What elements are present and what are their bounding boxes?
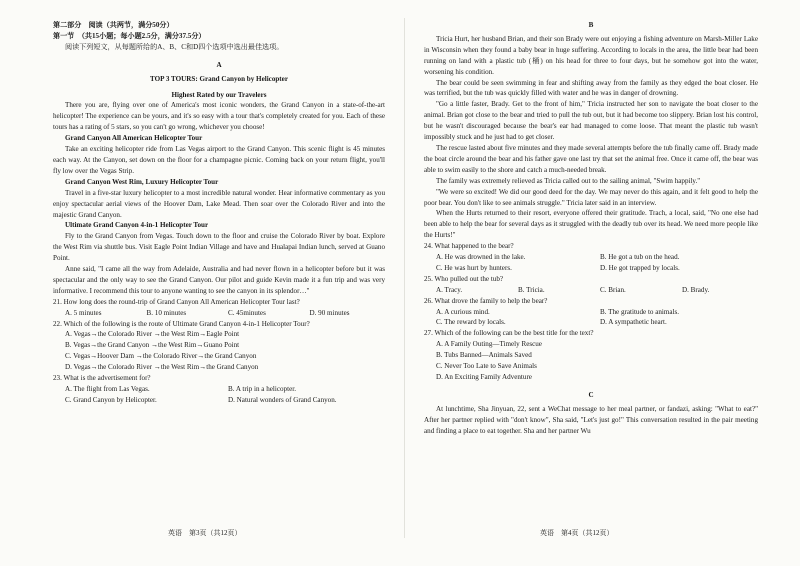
option: A. 5 minutes (65, 308, 102, 317)
option: C. 45minutes (228, 308, 266, 317)
question-27-options (424, 339, 758, 383)
option: A. A curious mind. (436, 307, 490, 316)
question-25-options (424, 285, 758, 296)
tour1-text: Take an exciting helicopter ride from Las Vegas airport to the Grand Canyon. This scenic flight is 45 minutes each way. At the Canyon, set down on the floor for a champagne picnic. Coming back on your return flight, you'll fly low over the Vegas Strip. (53, 145, 385, 175)
passage-letter-b: B (588, 21, 594, 29)
option: B. Tricia. (518, 285, 545, 294)
left-column (53, 20, 385, 406)
option: D. A sympathetic heart. (600, 318, 667, 327)
passage-b-paragraph: The rescue lasted about five minutes and they made several attempts before the tub finally came off. Brady made the boat circle around the bear and his father gave one last try that set the animal free. Once it came off, the bear was able to swim easily to the shore and catch a much-needed break. (424, 143, 758, 174)
question-24: 24. What happened to the bear? (424, 242, 514, 251)
option: B. He got a tub on the head. (600, 253, 680, 262)
question-25: 25. Who pulled out the tub? (424, 274, 504, 283)
question-23: 23. What is the advertisement for? (53, 374, 151, 383)
column-divider (404, 18, 405, 538)
option: C. Vegas→Hoover Dam →the Colorado River→the Grand Canyon (65, 352, 257, 361)
page-footer-left: 英语 第3页（共12页） (168, 529, 242, 537)
tour3-text: Fly to the Grand Canyon from Vegas. Touch down to the floor and cruise the Colorado River by boat. Explore the West Rim via shuttle bus. Visit Eagle Point Indian Village and have and Hualapai Indian lunch, served at Guano Point. (53, 232, 385, 263)
question-24-options (424, 252, 758, 274)
option: D. Vegas→the Colorado River →the West Rim→the Grand Canyon (65, 363, 259, 372)
instructions: 阅读下列短文，从每题所给的A、B、C和D四个选项中选出最佳选项。 (65, 42, 284, 51)
part-title: 第二部分 阅读（共两节，满分50分） (53, 21, 174, 29)
option: B. A trip in a helicopter. (228, 385, 296, 393)
question-26: 26. What drove the family to help the bear? (424, 296, 548, 305)
page-footer-right: 英语 第4页（共12页） (540, 529, 614, 537)
question-21: 21. How long does the round-trip of Grand Canyon All American Helicopter Tour last? (53, 297, 300, 306)
option: A. A Family Outing—Timely Rescue (436, 340, 542, 349)
option: B. 10 minutes (146, 308, 187, 317)
option: D. 90 minutes (309, 308, 350, 317)
passage-b-paragraph: "We were so excited! We did our good deed for the day. We may never do this again, and it felt good to help the poor bear. You don't like to see animals struggle." Tricia later said in an interview. (424, 187, 758, 207)
question-26-options (424, 307, 758, 329)
option: B. Vegas→the Grand Canyon →the West Rim→Guano Point (65, 341, 240, 350)
tour2-title: Grand Canyon West Rim, Luxury Helicopter Tour (65, 177, 219, 186)
option: A. Vegas→the Colorado River →the West Rim→Eagle Point (65, 330, 240, 339)
tour1-title: Grand Canyon All American Helicopter Tour (65, 134, 203, 143)
right-column (424, 20, 758, 437)
passage-b-paragraph: The bear could be seen swimming in fear and shifting away from the family as they edged the boat closer. He was terrified, but the tub was quickly filled with water and he was in danger of drowning. (424, 78, 758, 98)
section-title: 第一节 （共15小题；每小题2.5分，满分37.5分） (53, 31, 206, 40)
option: C. Grand Canyon by Helicopter. (65, 395, 157, 404)
passage-subtitle: Highest Rated by our Travelers (171, 90, 267, 99)
option: C. The reward by locals. (436, 318, 506, 327)
question-23-options (53, 384, 385, 406)
option: C. Never Too Late to Save Animals (436, 362, 537, 371)
passage-c-paragraph: At lunchtime, Sha Jinyuan, 22, sent a WeChat message to her meal partner, or fandazi, asking: "What to eat?" After her partner replied with "don't know", Sha said, "Let's just go!" This conversation resulted in the pair meeting and finding a place to eat together. Sha and her partner Wu (424, 404, 758, 435)
passage-intro: There you are, flying over one of America's most iconic wonders, the Grand Canyon in a state-of-the-art helicopter! The experience can be yours, and it's so easy with a tour that's completely created for you. Each of these tours has a rating of 5 stars, so you can't go wrong, whichever you choose! (53, 101, 385, 132)
question-27: 27. Which of the following can be the best title for the text? (424, 329, 594, 338)
option: B. Tubs Banned—Animals Saved (436, 351, 532, 360)
option: D. An Exciting Family Adventure (436, 373, 532, 381)
passage-b-paragraph: When the Hurts returned to their resort, everyone offered their gratitude. Trach, a local, said, "No one else had been able to help the bear for several days as it struggled with the deadly tub over its head. We need more people like the Hurts!" (424, 209, 758, 240)
option: D. Brady. (682, 285, 710, 294)
option: A. The flight from Las Vegas. (65, 385, 150, 393)
option: A. He was drowned in the lake. (436, 253, 526, 262)
option: D. He got trapped by locals. (600, 263, 680, 272)
passage-title: TOP 3 TOURS: Grand Canyon by Helicopter (150, 74, 288, 83)
passage-letter-c: C (588, 390, 594, 399)
option: C. He was hurt by hunters. (436, 263, 512, 272)
question-22-options (53, 329, 385, 373)
review-text: Anne said, "I came all the way from Adelaide, Australia and had never flown in a helicopter before but it was spectacular and the only way to see the Grand Canyon. Our pilot and guide Kevin made it a fun trip and was very informative. I recommend this tour to anyone wanting to see the canyon in its splendor…" (53, 265, 385, 295)
option: C. Brian. (600, 285, 626, 294)
passage-letter-a: A (216, 60, 222, 69)
question-21-options (53, 308, 385, 319)
question-22: 22. Which of the following is the route of Ultimate Grand Canyon 4-in-1 Helicopter Tour? (53, 319, 310, 328)
tour2-text: Travel in a five-star luxury helicopter to a most incredible natural wonder. Hear informative commentary as you enjoy spectacular aerial views of the Hoover Dam, Lake Mead. Then soar over the Colorado River and into the majestic Grand Canyon. (53, 188, 385, 219)
option: D. Natural wonders of Grand Canyon. (228, 395, 337, 404)
passage-b-paragraph: The family was extremely relieved as Tricia called out to the sailing animal, "Swim happily." (436, 176, 701, 185)
tour3-title: Ultimate Grand Canyon 4-in-1 Helicopter Tour (65, 221, 209, 230)
passage-b-paragraph: Tricia Hurt, her husband Brian, and their son Brady were out enjoying a fishing adventure on Marsh-Miller Lake in Wisconsin when they found a baby bear in huge suffering. According to locals in the area, the little bear had been running on land with a plastic tub (桶) on his head for three to four days, but he somehow got into the water, worsening his condition. (424, 34, 758, 76)
option: B. The gratitude to animals. (600, 307, 680, 316)
option: A. Tracy. (436, 285, 463, 294)
passage-b-paragraph: "Go a little faster, Brady. Get to the front of him," Tricia instructed her son to navigate the boat closer to the animal. Brian got close to the bear and tried to pull the tub out, but it had become too slippery. Brian lost his control, but he wasn't discouraged because the bear's ear had managed to come loose. That meant the plastic tub wasn't impossibly stuck and he just had to get closer. (424, 100, 758, 142)
